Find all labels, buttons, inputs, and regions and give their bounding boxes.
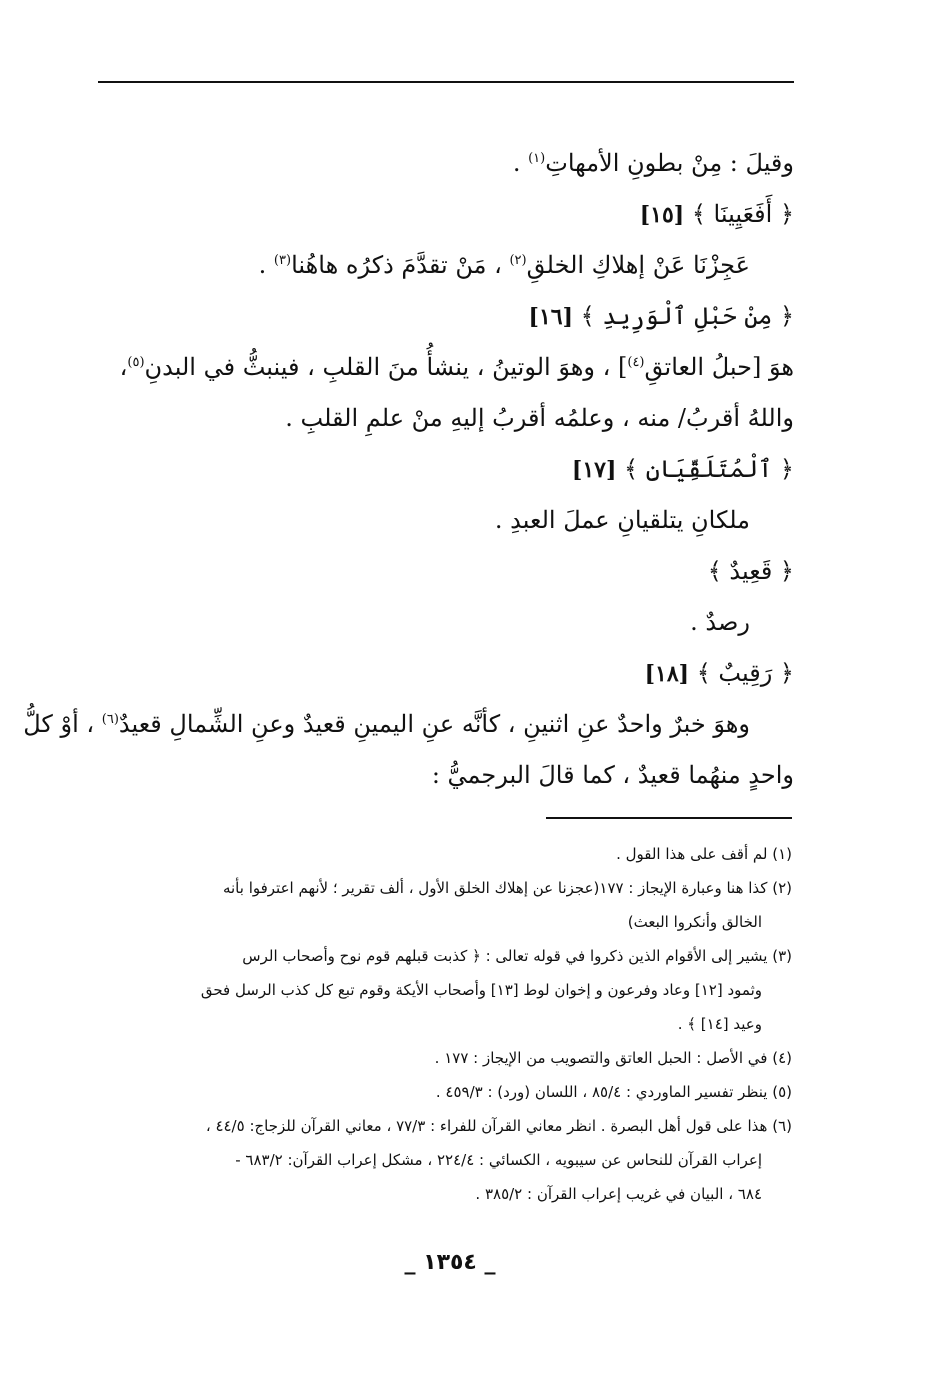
footnote-ref[interactable]: (٣): [273, 253, 292, 268]
text-segment: وهوَ خبرٌ واحدٌ عنِ اثنينِ ، كأنَّه عنِ اليمينِ قعيدٌ وعنِ الشِّمالِ قعيدٌ: [118, 710, 750, 738]
text-line: [102, 342, 794, 393]
footnote-line: وعيد [١٤] ﴾ .: [677, 1015, 762, 1033]
footnote-ref[interactable]: (٦): [101, 712, 119, 727]
text-segment: ،: [119, 353, 128, 381]
page-number: _ ١٣٥٤ _: [404, 1250, 496, 1275]
text-segment: ، مَنْ تقدَّمَ ذكرُه هاهُنا: [291, 251, 510, 279]
footnote-line: (٢) كذا هنا وعبارة الإيجاز : ١٧٧(عجزنا عن إهلاك الخلق الأول ، ألف تقرير ؛ لأنهم اعترفوا بأنه: [222, 879, 792, 897]
text-segment: واللهُ أقربُ/ منه ، وعلمُه أقربُ إليهِ منْ علمِ القلبِ .: [285, 404, 794, 432]
quran-verse: ﴿ ٱلْمُتَلَقِّيَانِ ﴾: [624, 455, 794, 483]
verse-number: [١٥]: [639, 202, 685, 228]
quran-verse: ﴿ قَعِيدٌ ﴾: [707, 557, 794, 585]
text-segment: وقيلَ : مِنْ بطونِ الأمهاتِ: [545, 149, 794, 177]
footnote-line: الخالق وأنكروا البعث): [627, 913, 762, 931]
verse-line: [102, 546, 794, 597]
verse-number: [١٦]: [528, 304, 574, 330]
text-line: [102, 750, 794, 801]
footnotes: [98, 837, 792, 1211]
text-line: [102, 240, 794, 291]
footnote-ref[interactable]: (٤): [627, 355, 645, 370]
quran-verse: ﴿ مِنْ حَبْلِ ٱلْوَرِيدِ ﴾: [580, 302, 794, 330]
verse-number: [١٧]: [571, 457, 617, 483]
text-line: [23, 699, 794, 750]
text-segment: .: [258, 251, 274, 279]
footnote-rule: [546, 817, 792, 819]
footnote-line: (٦) هذا على قول أهل البصرة . انظر معاني القرآن للفراء : ٧٧/٣ ، معاني القرآن للزجاج: ٤٤/٥ ،: [205, 1117, 792, 1135]
text-segment: هوَ [حبلُ العاتقِ: [644, 353, 794, 381]
quran-verse: ﴿ رَقِيبٌ ﴾: [696, 659, 794, 687]
footnote-ref[interactable]: (٥): [127, 355, 145, 370]
text-line: [102, 393, 794, 444]
text-line: [102, 495, 794, 546]
quran-verse: ﴿ أَفَعَيِينَا ﴾: [691, 200, 794, 228]
top-rule: [98, 81, 794, 83]
footnote-line: (٥) ينظر تفسير الماوردي : ٨٥/٤ ، اللسان (ورد) : ٤٥٩/٣ .: [435, 1083, 792, 1101]
text-segment: عَجِزْنَا عَنْ إهلاكِ الخلقِ: [526, 251, 750, 279]
text-segment: .: [512, 149, 529, 177]
text-line: [102, 597, 794, 648]
main-text: [23, 138, 794, 801]
footnote-line: (٣) يشير إلى الأقوام الذين ذكروا في قوله تعالى : ﴿ كذبت قبلهم قوم نوح وأصحاب الرس: [242, 947, 792, 965]
text-segment: ] ، وهوَ الوتينُ ، ينشأُ منَ القلبِ ، فينبثُّ في البدنِ: [144, 353, 628, 381]
verse-number: [١٨]: [644, 661, 690, 687]
footnote-line: ٦٨٤ ، البيان في غريب إعراب القرآن : ٣٨٥/٢ .: [475, 1185, 762, 1203]
footnote-ref[interactable]: (٢): [509, 253, 527, 268]
text-segment: واحدٍ منهُما قعيدٌ ، كما قالَ البرجميُّ :: [431, 761, 794, 789]
verse-line: [102, 648, 794, 699]
verse-line: [102, 291, 794, 342]
text-line: [102, 138, 794, 189]
footnote-line: إعراب القرآن للنحاس عن سيبويه ، الكسائي : ٢٢٤/٤ ، مشكل إعراب القرآن: ٦٨٣/٢ -: [235, 1151, 762, 1169]
footnote-line: (٤) في الأصل : الحبل العاتق والتصويب من الإيجاز : ١٧٧ .: [434, 1049, 792, 1067]
text-segment: ملكانِ يتلقيانِ عملَ العبدِ .: [494, 506, 750, 534]
text-segment: رصدٌ .: [690, 608, 750, 636]
footnote-line: وثمود [١٢] وعاد وفرعون و إخوان لوط [١٣] وأصحاب الأيكة وقوم تبع كل كذب الرسل فحق: [200, 981, 762, 999]
footnote-ref[interactable]: (١): [528, 151, 546, 166]
verse-line: [102, 444, 794, 495]
verse-line: [102, 189, 794, 240]
text-segment: ، أوْ كلُّ: [23, 710, 102, 738]
footnote-line: (١) لم أقف على هذا القول .: [616, 845, 792, 863]
